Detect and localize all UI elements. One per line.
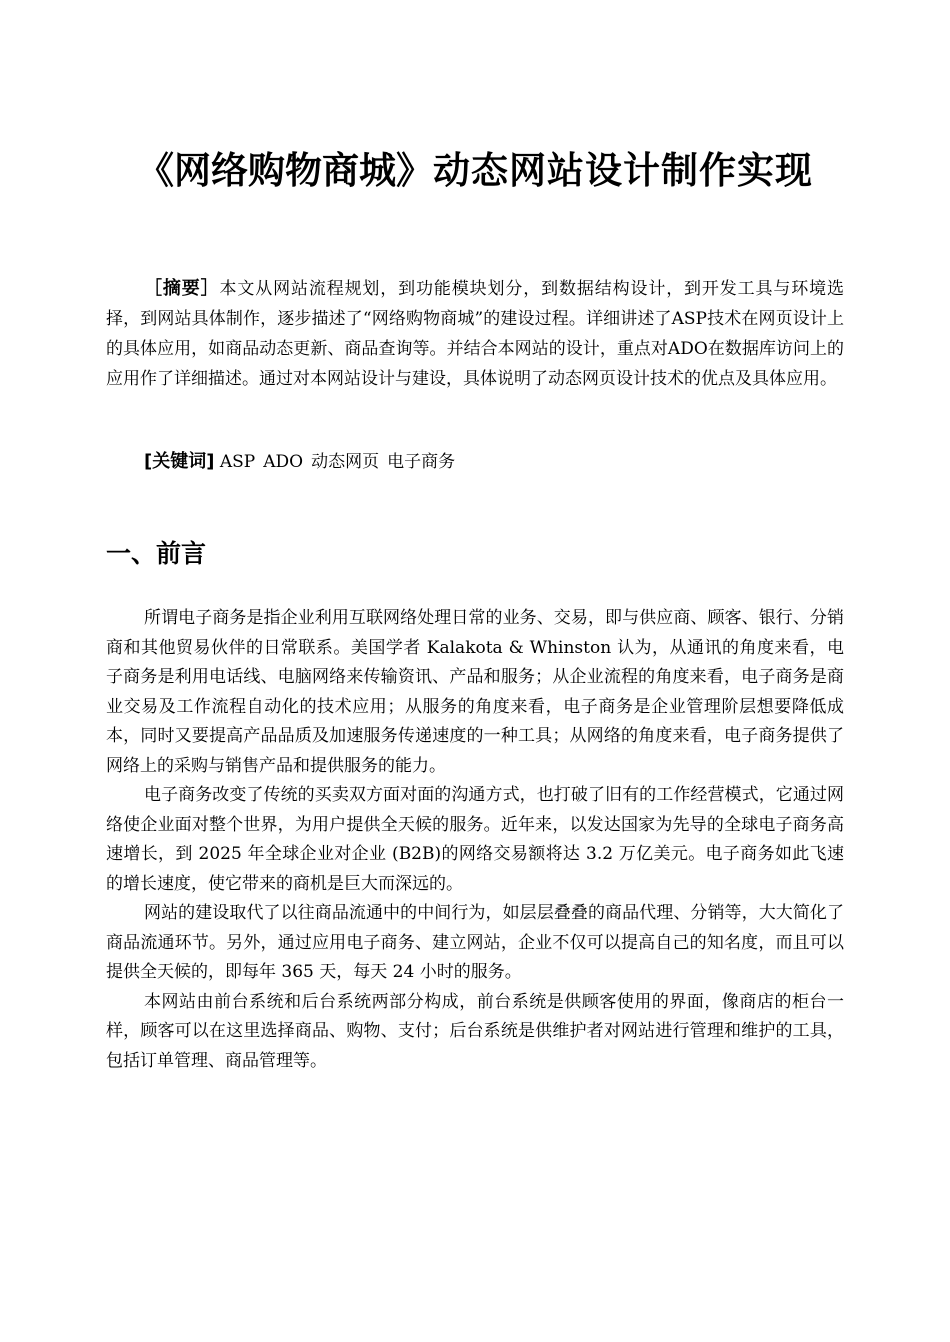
body-paragraph: 电子商务改变了传统的买卖双方面对面的沟通方式，也打破了旧有的工作经营模式，它通过网络使企业面对整个世界，为用户提供全天候的服务。近年来，以发达国家为先导的全球电子商务高速增长，到 2025 年全球企业对企业 (B2B)的网络交易额将达 3.2 万亿美元。电子商务如此飞速的增长速度，使它带来的商机是巨大而深远的。 [106,785,844,894]
keyword-item: 电子商务 [387,452,456,472]
keywords-line [106,447,844,477]
body-paragraph: 本网站由前台系统和后台系统两部分构成，前台系统是供顾客使用的界面，像商店的柜台一样，顾客可以在这里选择商品、购物、支付；后台系统是供维护者对网站进行管理和维护的工具，包括订单管理、商品管理等。 [106,991,844,1071]
title-book-name: 《网络购物商城》 [137,149,433,192]
keyword-item: ASP [219,452,256,472]
keywords-label: [关键词] [144,451,215,472]
keyword-item: ADO [263,452,304,472]
abstract-text: 本文从网站流程规划，到功能模块划分，到数据结构设计，到开发工具与环境选择，到网站具体制作，逐步描述了“网络购物商城”的建设过程。详细讲述了ASP技术在网页设计上的具体应用，如商品动态更新、商品查询等。并结合本网站的设计，重点对ADO在数据库访问上的应用作了详细描述。通过对本网站设计与建设，具体说明了动态网页设计技术的优点及具体应用。 [106,279,845,389]
section-heading-preface: 一、前言 [106,539,207,568]
section-body [106,604,844,1076]
abstract-paragraph [106,274,844,394]
document-title [60,145,890,196]
body-paragraph: 网站的建设取代了以往商品流通中的中间行为，如层层叠叠的商品代理、分销等，大大简化了商品流通环节。另外，通过应用电子商务、建立网站，企业不仅可以提高自己的知名度，而且可以提供全天候的，即每年 365 天，每天 24 小时的服务。 [106,903,844,982]
body-paragraph: 所谓电子商务是指企业利用互联网络处理日常的业务、交易，即与供应商、顾客、银行、分销商和其他贸易伙伴的日常联系。美国学者 Kalakota & Whinston 认为，从通讯的角度来看，电子商务是利用电话线、电脑网络来传输资讯、产品和服务；从企业流程的角度来看，电子商务是商业交易及工作流程自动化的技术应用；从服务的角度来看，电子商务是企业管理阶层想要降低成本，同时又要提高产品品质及加速服务传递速度的一种工具；从网络的角度来看，电子商务提供了网络上的采购与销售产品和提供服务的能力。 [106,608,844,776]
abstract-label: ［摘要］ [144,278,220,299]
keyword-item: 动态网页 [311,452,380,472]
title-subtitle: 动态网站设计制作实现 [433,148,813,192]
